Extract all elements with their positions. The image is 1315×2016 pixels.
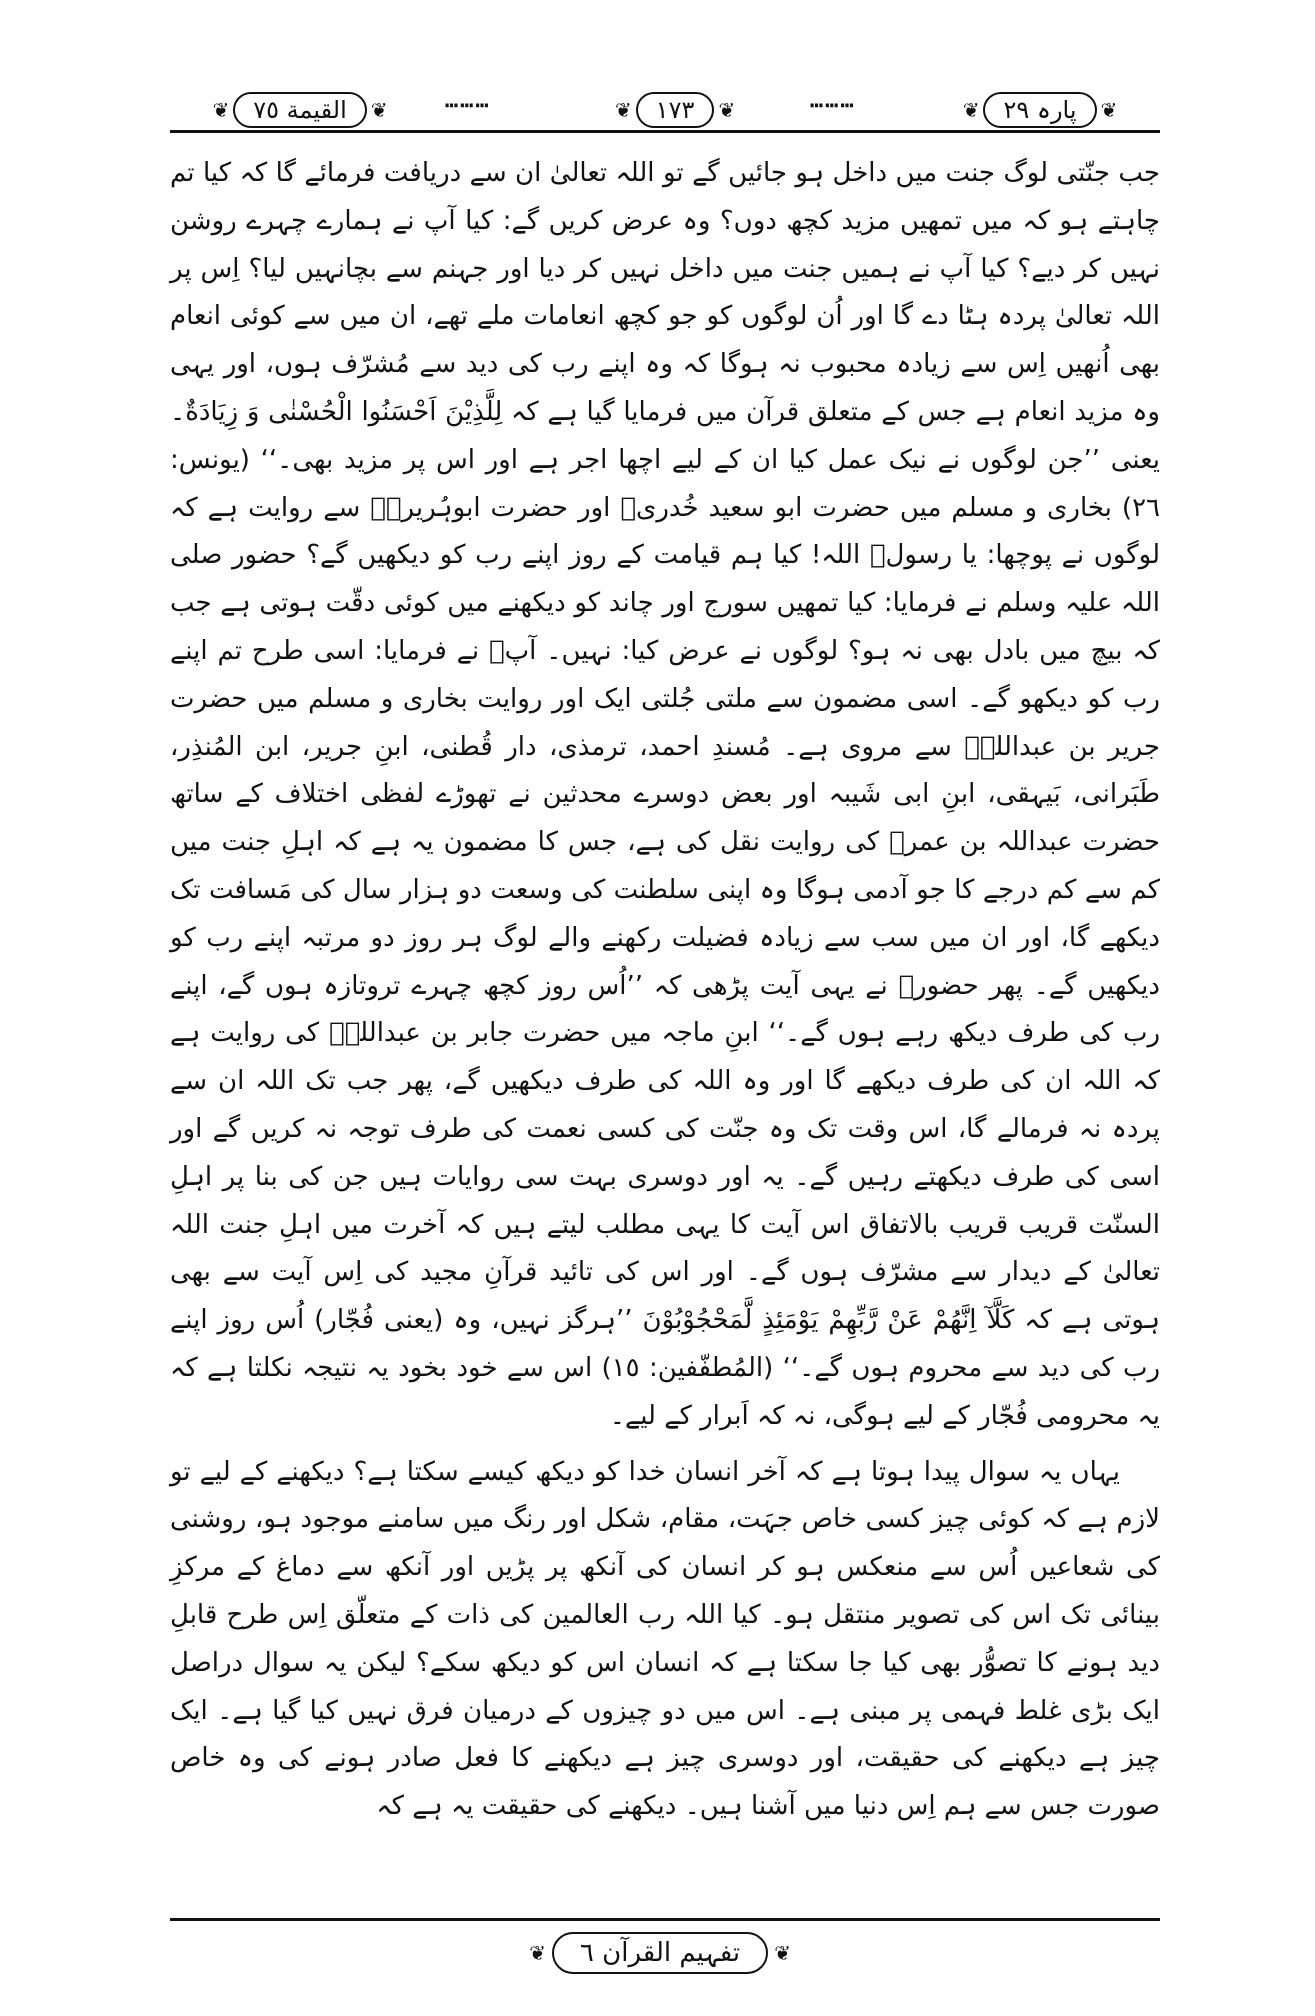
ornament-icon: ❦ xyxy=(212,98,230,122)
page-number: ١٧٣ xyxy=(636,92,715,128)
header-rule xyxy=(170,130,1160,133)
ornament-icon: ❦ xyxy=(774,1941,791,1965)
ornament-icon: ❦ xyxy=(962,98,980,122)
ornament-icon: ❦ xyxy=(718,98,736,122)
body-text xyxy=(170,150,1160,1831)
paragraph: جب جنّتی لوگ جنت میں داخل ہو جائیں گے تو اللہ تعالیٰ ان سے دریافت فرمائے گا کہ کیا تم چاہتے ہو کہ میں تمھیں مزید کچھ دوں؟ وہ عرض کریں گے: کیا آپ نے ہمارے چہرے روشن نہیں کر دیے؟ کیا آپ نے ہمیں جنت میں داخل نہیں کر دیا اور جہنم سے بچانہیں لیا؟ اِس پر اللہ تعالیٰ پردہ ہٹا دے گا اور اُن لوگوں کو جو کچھ انعامات ملے تھے، ان میں سے کوئی انعام بھی اُنھیں اِس سے زیادہ محبوب نہ ہوگا کہ وہ اپنے رب کی دید سے مُشرّف ہوں، اور یہی وہ مزید انعام ہے جس کے متعلق قرآن میں فرمایا گیا ہے کہ لِلَّذِیْنَ اَحْسَنُوا الْحُسْنٰی وَ زِیَادَةٌ۔ یعنی ’’جن لوگوں نے نیک عمل کیا ان کے لیے اچھا اجر ہے اور اس پر مزید بھی۔‘‘ (یونس: ٢٦) بخاری و مسلم میں حضرت ابو سعید خُدریؓ اور حضرت ابوہُریرہؓ سے روایت ہے کہ لوگوں نے پوچھا: یا رسولؐ اللہ! کیا ہم قیامت کے روز اپنے رب کو دیکھیں گے؟ حضور صلی اللہ علیہ وسلم نے فرمایا: کیا تمھیں سورج اور چاند کو دیکھنے میں کوئی دقّت ہوتی ہے جب کہ بیچ میں بادل بھی نہ ہو؟ لوگوں نے عرض کیا: نہیں۔ آپؐ نے فرمایا: اسی طرح تم اپنے رب کو دیکھو گے۔ اسی مضمون سے ملتی جُلتی ایک اور روایت بخاری و مسلم میں حضرت جریر بن عبداللہؓ سے مروی ہے۔ مُسندِ احمد، ترمذی، دار قُطنی، ابنِ جریر، ابن المُنذِر، طَبَرانی، بَیہقی، ابنِ ابی شَیبہ اور بعض دوسرے محدثین نے تھوڑے لفظی اختلاف کے ساتھ حضرت عبداللہ بن عمرؓ کی روایت نقل کی ہے، جس کا مضمون یہ ہے کہ اہلِ جنت میں کم سے کم درجے کا جو آدمی ہوگا وہ اپنی سلطنت کی وسعت دو ہزار سال کی مَسافت تک دیکھے گا، اور ان میں سب سے زیادہ فضیلت رکھنے والے لوگ ہر روز دو مرتبہ اپنے رب کو دیکھیں گے۔ پھر حضورؐ نے یہی آیت پڑھی کہ ’’اُس روز کچھ چہرے تروتازہ ہوں گے، اپنے رب کی طرف دیکھ رہے ہوں گے۔‘‘ ابنِ ماجہ میں حضرت جابر بن عبداللہؓ کی روایت ہے کہ اللہ ان کی طرف دیکھے گا اور وہ اللہ کی طرف دیکھیں گے، پھر جب تک اللہ ان سے پردہ نہ فرمالے گا، اس وقت تک وہ جنّت کی کسی نعمت کی طرف توجہ نہ کریں گے اور اسی کی طرف دیکھتے رہیں گے۔ یہ اور دوسری بہت سی روایات ہیں جن کی بنا پر اہلِ السنّت قریب قریب بالاتفاق اس آیت کا یہی مطلب لیتے ہیں کہ آخرت میں اہلِ جنت اللہ تعالیٰ کے دیدار سے مشرّف ہوں گے۔ اور اس کی تائید قرآنِ مجید کی اِس آیت سے بھی ہوتی ہے کہ كَلَّآ اِنَّهُمْ عَنْ رَّبِّهِمْ يَوْمَئِذٍ لَّمَحْجُوْبُوْنَ ’’ہرگز نہیں، وہ (یعنی فُجّار) اُس روز اپنے رب کی دید سے محروم ہوں گے۔‘‘ (المُطفّفین: ١٥) اس سے خود بخود یہ نتیجہ نکلتا ہے کہ یہ محرومی فُجّار کے لیے ہوگی، نہ کہ اَبرار کے لیے۔ xyxy=(170,158,1160,1431)
surah-label-box xyxy=(170,88,430,132)
ornament-icon: ❦ xyxy=(1100,98,1118,122)
divider-ornament: ┅┅┅ xyxy=(810,94,856,119)
ornament-icon: ❦ xyxy=(529,1941,546,1965)
ornament-icon: ❦ xyxy=(370,98,388,122)
para-label: پارہ ٢٩ xyxy=(983,92,1096,128)
footer-rule xyxy=(170,1918,1160,1921)
ornament-icon: ❦ xyxy=(614,98,632,122)
book-title: تفہیم القرآن ٦ xyxy=(552,1932,768,1974)
surah-label: القیمة ٧٥ xyxy=(233,92,367,128)
page-footer xyxy=(470,1928,850,1978)
page-number-box xyxy=(555,88,795,132)
divider-ornament: ┅┅┅ xyxy=(445,94,491,119)
paragraph: یہاں یہ سوال پیدا ہوتا ہے کہ آخر انسان خدا کو دیکھ کیسے سکتا ہے؟ دیکھنے کے لیے تو لازم ہے کہ کوئی چیز کسی خاص جہَت، مقام، شکل اور رنگ میں سامنے موجود ہو، روشنی کی شعاعیں اُس سے منعکس ہو کر انسان کی آنکھ پر پڑیں اور آنکھ سے دماغ کے مرکزِ بینائی تک اس کی تصویر منتقل ہو۔ کیا اللہ رب العالمین کی ذات کے متعلّق اِس طرح قابلِ دید ہونے کا تصوُّر بھی کیا جا سکتا ہے کہ انسان اس کو دیکھ سکے؟ لیکن یہ سوال دراصل ایک بڑی غلط فہمی پر مبنی ہے۔ اس میں دو چیزوں کے درمیان فرق نہیں کیا گیا ہے۔ ایک چیز ہے دیکھنے کی حقیقت، اور دوسری چیز ہے دیکھنے کا فعل صادر ہونے کی وہ خاص صورت جس سے ہم اِس دنیا میں آشنا ہیں۔ دیکھنے کی حقیقت یہ ہے کہ xyxy=(170,1456,1160,1822)
para-label-box xyxy=(920,88,1160,132)
